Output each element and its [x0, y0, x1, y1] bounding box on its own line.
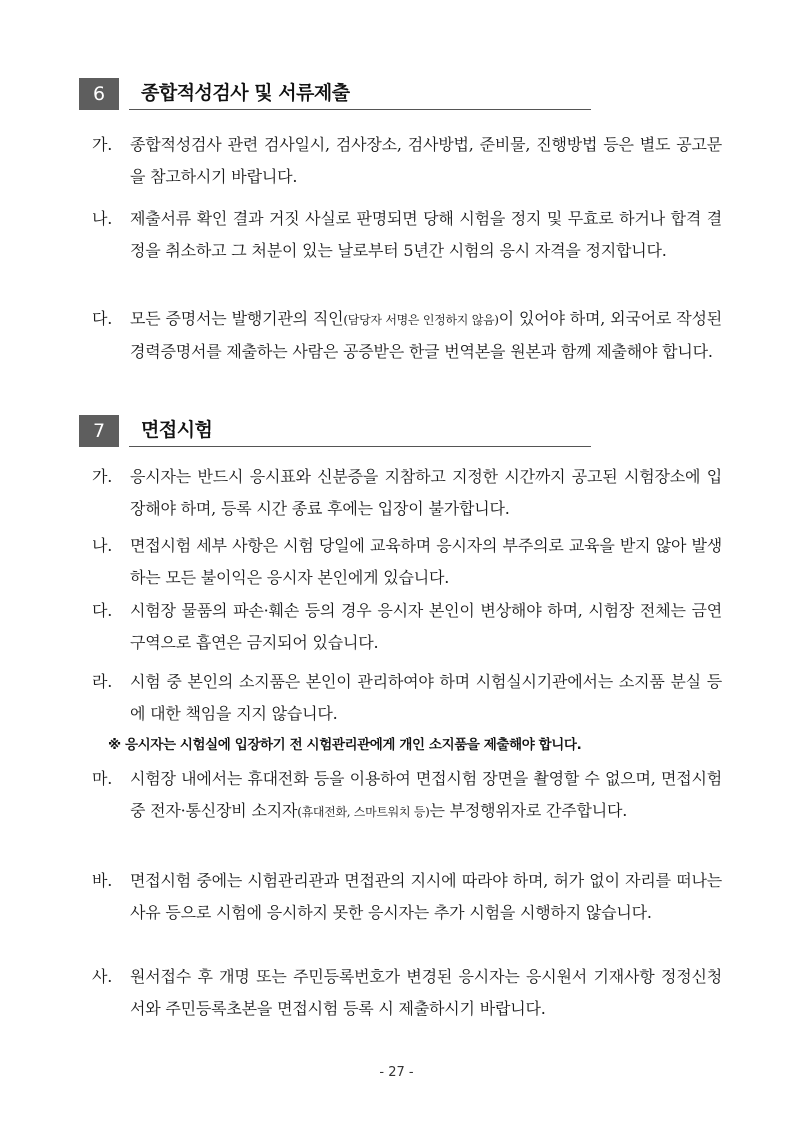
list-item	[92, 595, 722, 659]
item-text: 면접시험 중에는 시험관리관과 면접관의 지시에 따라야 하며, 허가 없이 자리를 떠나는 사유 등으로 시험에 응시하지 못한 응시자는 추가 시험을 시행하지 않습니다.	[130, 871, 722, 922]
item-text-main: 시험장 내에서는 휴대전화 등을 이용하여 면접시험 장면을 촬영할 수 없으며, 면접시험 중 전자·통신장비 소지자	[130, 769, 722, 820]
item-text: 응시자는 반드시 응시표와 신분증을 지참하고 지정한 시간까지 공고된 시험장소에 입장해야 하며, 등록 시간 종료 후에는 입장이 불가합니다.	[130, 467, 722, 518]
section-number: 6	[79, 78, 119, 110]
item-text: 종합적성검사 관련 검사일시, 검사장소, 검사방법, 준비물, 진행방법 등은 별도 공고문을 참고하시기 바랍니다.	[130, 135, 722, 186]
item-text: 시험장 물품의 파손·훼손 등의 경우 응시자 본인이 변상해야 하며, 시험장 전체는 금연 구역으로 흡연은 금지되어 있습니다.	[130, 601, 722, 652]
list-item	[92, 865, 722, 929]
item-marker: 바.	[92, 871, 113, 890]
section-divider	[129, 446, 591, 447]
item-marker: 라.	[92, 672, 113, 691]
list-item	[92, 961, 722, 1025]
section-title: 면접시험	[141, 419, 213, 441]
list-item	[92, 129, 722, 193]
section-6-header	[79, 78, 591, 110]
item-text-rest: 는 부정행위자로 간주합니다.	[429, 801, 628, 820]
item-text: 원서접수 후 개명 또는 주민등록번호가 변경된 응시자는 응시원서 기재사항 정정신청서와 주민등록초본을 면접시험 등록 시 제출하시기 바랍니다.	[130, 967, 722, 1018]
item-text-rest: 이 있어야 하며, 외국어로 작성된 경력증명서를 제출하는 사람은 공증받은 한글 번역본을 원본과 함께 제출해야 합니다.	[130, 309, 722, 361]
section-7-header	[79, 415, 591, 447]
list-item	[92, 461, 722, 525]
item-text	[130, 763, 722, 828]
item-text: 제출서류 확인 결과 거짓 사실로 판명되면 당해 시험을 정지 및 무효로 하거나 합격 결정을 취소하고 그 처분이 있는 날로부터 5년간 시험의 응시 자격을 정지합니다.	[130, 209, 722, 260]
item-text: 면접시험 세부 사항은 시험 당일에 교육하며 응시자의 부주의로 교육을 받지 않아 발생하는 모든 불이익은 응시자 본인에게 있습니다.	[130, 536, 722, 587]
item-text-main: 모든 증명서는 발행기관의 직인	[130, 309, 344, 328]
page-number: - 27 -	[379, 1065, 414, 1080]
item-marker: 나.	[92, 209, 113, 228]
item-marker: 다.	[92, 309, 113, 328]
list-item	[92, 203, 722, 267]
item-marker: 마.	[92, 769, 113, 788]
item-marker: 나.	[92, 536, 113, 555]
list-item	[92, 666, 722, 730]
list-item	[92, 763, 722, 828]
item-text-note: (휴대전화, 스마트워치 등)	[297, 805, 430, 819]
list-item	[92, 303, 722, 368]
item-marker: 다.	[92, 601, 113, 620]
list-item	[92, 530, 722, 594]
item-marker: 가.	[92, 135, 113, 154]
section-number: 7	[79, 415, 119, 447]
item-text: 시험 중 본인의 소지품은 본인이 관리하여야 하며 시험실시기관에서는 소지품 분실 등에 대한 책임을 지지 않습니다.	[130, 672, 722, 723]
item-text	[130, 303, 722, 368]
section-divider	[129, 109, 591, 110]
item-marker: 가.	[92, 467, 113, 486]
item-text-note: (담당자 서명은 인정하지 않음)	[343, 313, 499, 327]
notice-text: ※ 응시자는 시험실에 입장하기 전 시험관리관에게 개인 소지품을 제출해야 합니다.	[108, 737, 582, 753]
item-marker: 사.	[92, 967, 113, 986]
section-title: 종합적성검사 및 서류제출	[141, 82, 350, 104]
